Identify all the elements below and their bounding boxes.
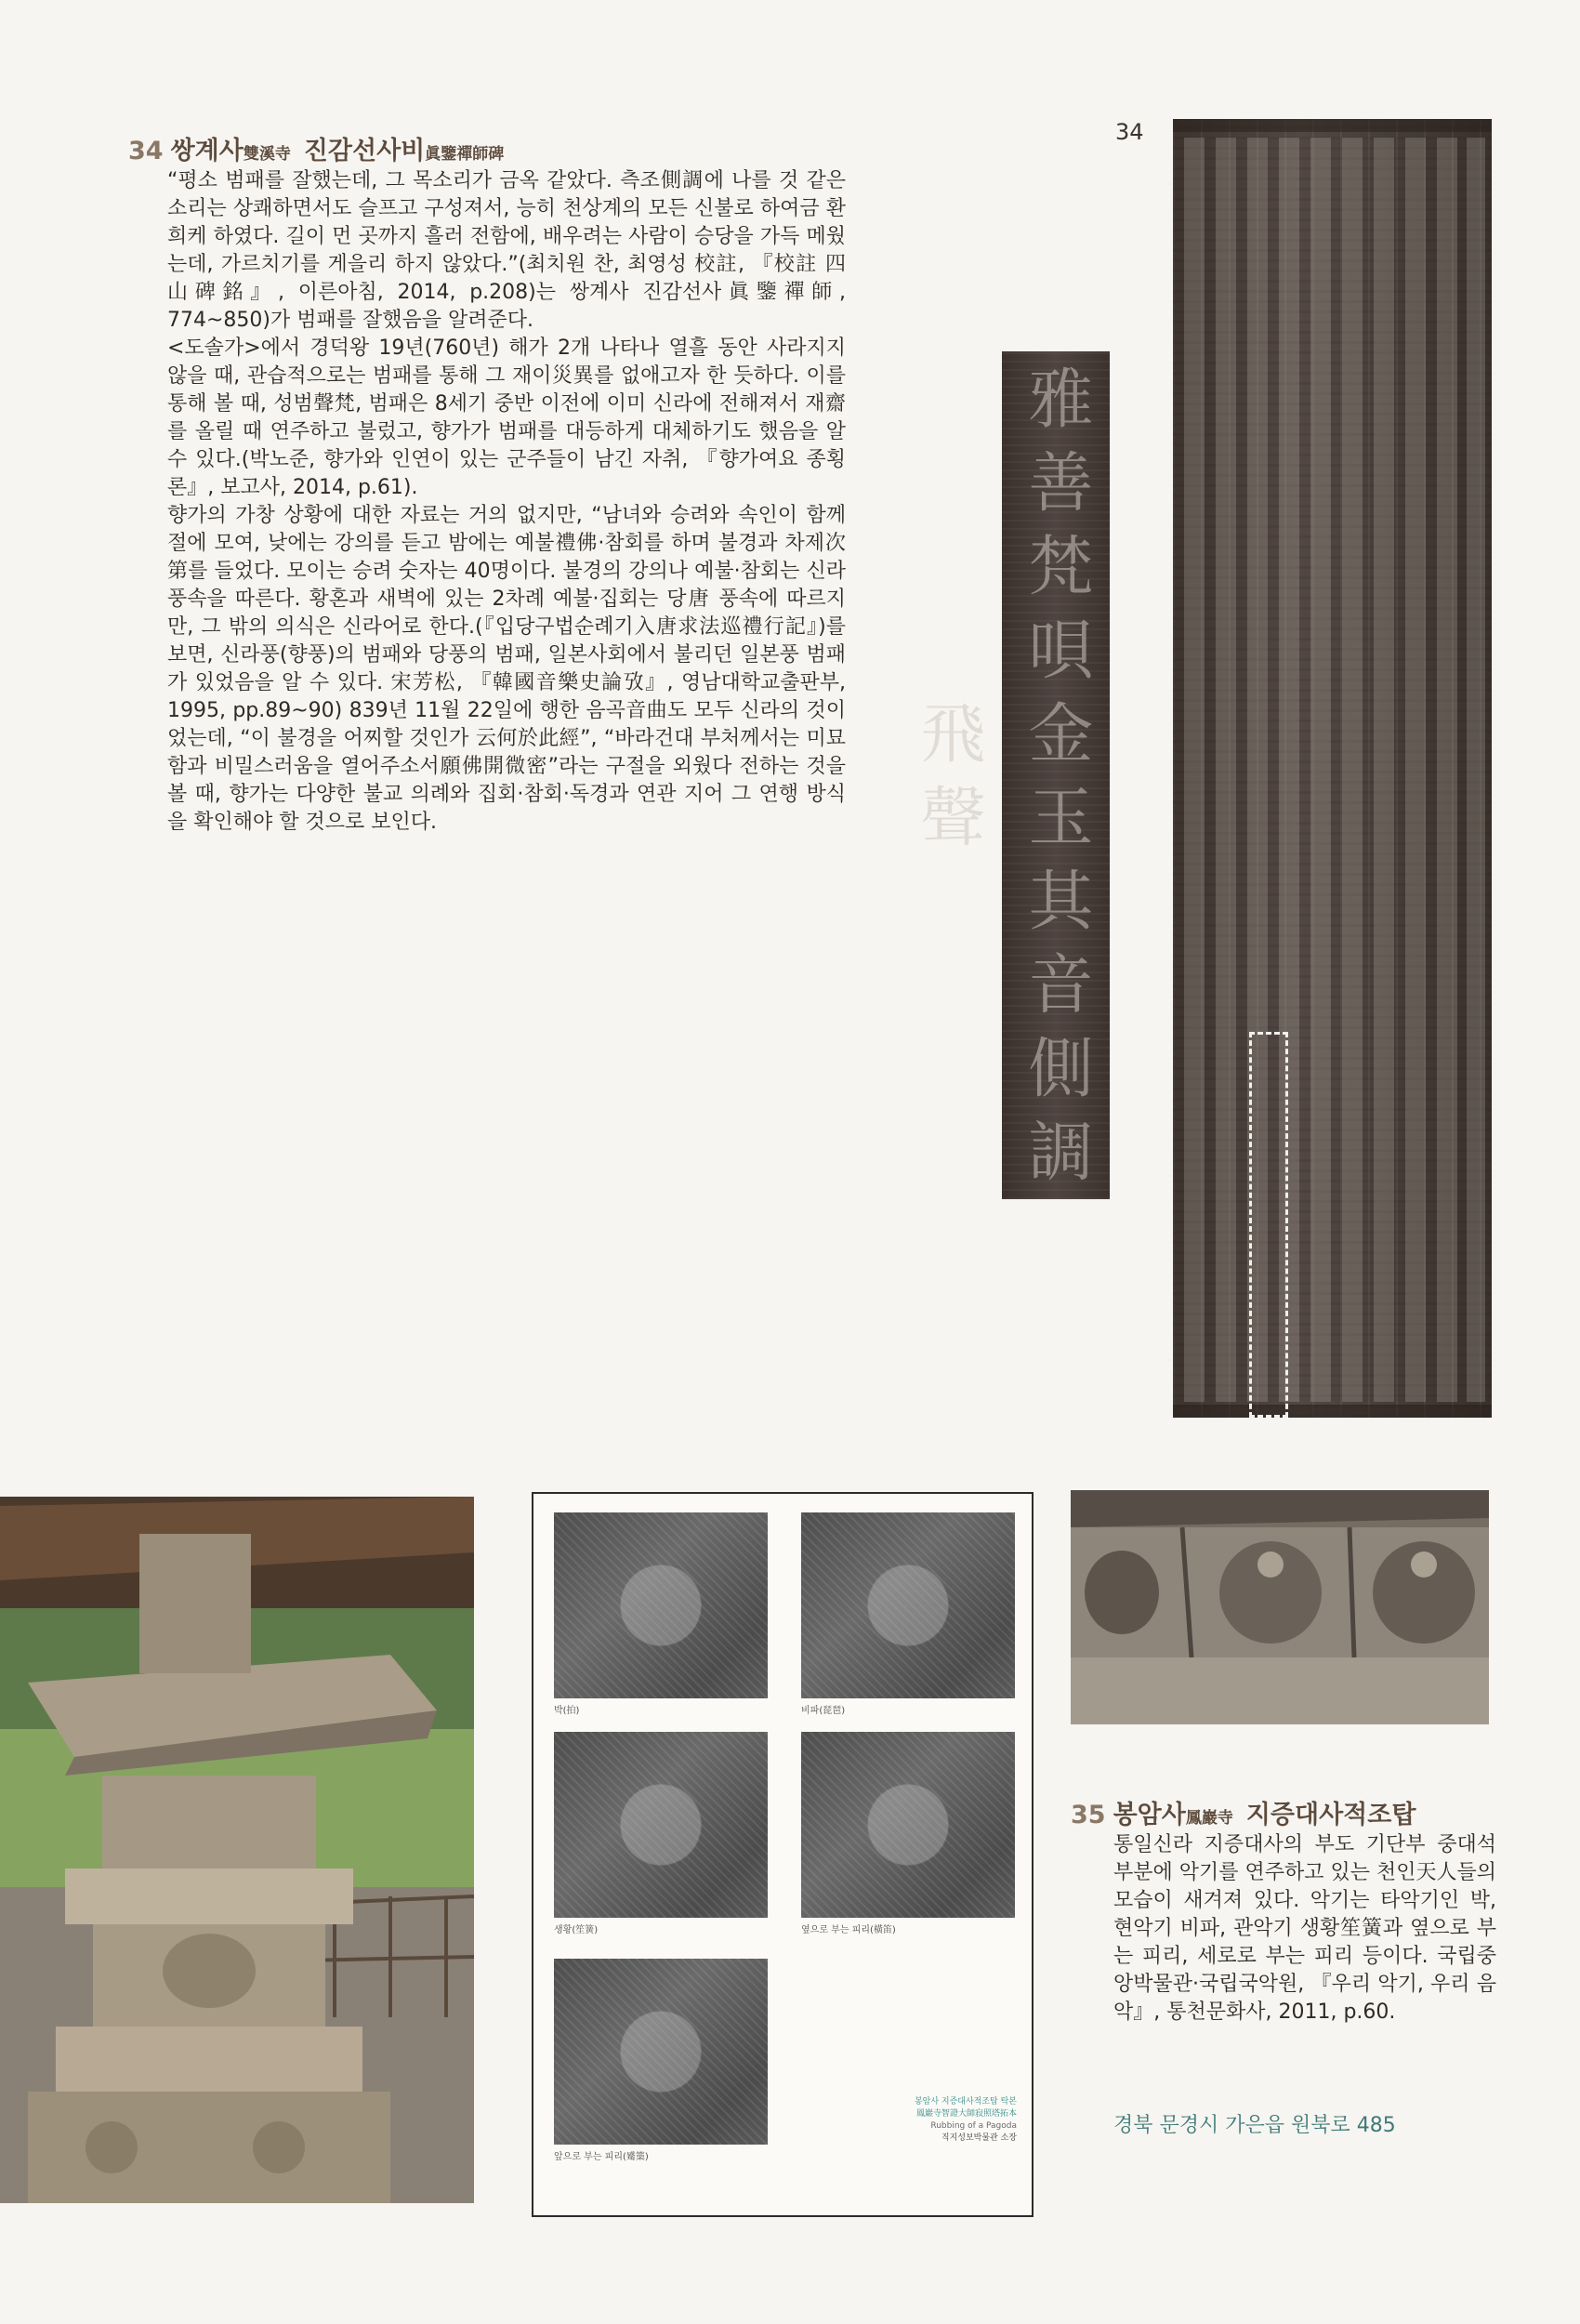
section-34-body bbox=[167, 167, 846, 837]
paragraph: <도솔가>에서 경덕왕 19년(760년) 해가 2개 나타나 열흘 동안 사라지지 않을 때, 관습적으로는 범패를 통해 그 재이災異를 없애고자 한 듯하다. 이를 통해 볼 때, 성범聲梵, 범패은 8세기 중반 이전에 이미 신라에 전해져서 재齋를 올릴 때 연주하고 불렀고, 향가가 범패를 대등하게 대체하기도 했음을 알 수 있다.(박노준, 향가와 인연이 있는 군주들이 남긴 자취, 『향가여요 종횡론』, 보고사, 2014, p.61). bbox=[167, 337, 846, 499]
stele-detail-photo bbox=[910, 351, 1110, 1201]
section-35-heading bbox=[1071, 1794, 1415, 1830]
rubbing-panel-piri bbox=[554, 1959, 768, 2145]
plate-caption-hanja: 鳳巖寺智證大師寂照塔拓本 bbox=[915, 2109, 1017, 2119]
section-35-body bbox=[1113, 1831, 1496, 2027]
monument-name: 진감선사비 bbox=[303, 137, 426, 165]
detail-highlight-box bbox=[1249, 1032, 1288, 1418]
paragraph: “평소 범패를 잘했는데, 그 목소리가 금옥 같았다. 측조側調에 나를 것 같은 소리는 상쾌하면서도 슬프고 구성져서, 능히 천상계의 모든 신불로 하여금 환희케 하였다. 길이 먼 곳까지 흘러 전함에, 배우려는 사람이 승당을 가득 메웠는데, 가르치기를 게을리 하지 않았다.”(최치원 찬, 최영성 校註, 『校註 四山碑銘』, 이른아침, 2014, p.208)는 쌍계사 진감선사眞鑒禪師, 774~850)가 범패를 잘했음을 알려준다. bbox=[167, 169, 846, 332]
plate-caption-english: Rubbing of a Pagoda bbox=[930, 2121, 1017, 2131]
rubbing-panel-daegeum bbox=[801, 1732, 1015, 1918]
section-number: 34 bbox=[128, 137, 164, 165]
rubbing-panel-saenghwang bbox=[554, 1732, 768, 1918]
plate-caption bbox=[915, 2096, 1017, 2145]
rubbing-panel-bipa bbox=[801, 1512, 1015, 1698]
rubbing-label: 옆으로 부는 피리(橫笛) bbox=[801, 1925, 896, 1935]
paragraph: 통일신라 지증대사의 부도 기단부 중대석 부분에 악기를 연주하고 있는 천인天人들의 모습이 새겨져 있다. 악기는 타악기인 박, 현악기 비파, 관악기 생황笙簧과 옆으로 부는 피리, 세로로 부는 피리 등이다. 국립중앙박물관·국립국악원, 『우리 악기, 우리 음악』, 통천문화사, 2011, p.60. bbox=[1113, 1833, 1497, 2024]
pagoda-base-illustration bbox=[1071, 1490, 1489, 1724]
pagoda-photo bbox=[0, 1497, 474, 2203]
rubbing-panel-bak bbox=[554, 1512, 768, 1698]
temple-name: 봉암사 bbox=[1113, 1801, 1186, 1829]
plate-caption-owner: 직지성보박물관 소장 bbox=[941, 2133, 1017, 2143]
temple-address: 경북 문경시 가은읍 원북로 485 bbox=[1113, 2114, 1396, 2137]
figure-number: 34 bbox=[1115, 119, 1144, 145]
monument-name: 지증대사적조탑 bbox=[1245, 1801, 1416, 1829]
pagoda-base-photo bbox=[1071, 1490, 1489, 1724]
temple-name-hanja: 鳳巖寺 bbox=[1185, 1809, 1233, 1828]
rubbing-label: 앞으로 부는 피리(觱篥) bbox=[554, 2152, 649, 2162]
rubbing-label: 생황(笙簧) bbox=[554, 1925, 599, 1935]
stele-text-texture bbox=[1173, 119, 1492, 1418]
rubbing-label: 박(拍) bbox=[554, 1706, 580, 1716]
temple-name: 쌍계사 bbox=[170, 137, 244, 165]
temple-name-hanja: 雙溪寺 bbox=[243, 145, 291, 164]
plate-caption-title: 봉암사 지증대사적조탑 탁본 bbox=[914, 2097, 1017, 2106]
stele-rubbing-photo bbox=[1173, 119, 1492, 1418]
section-34-heading bbox=[128, 130, 504, 166]
rubbing-label: 비파(琵琶) bbox=[801, 1706, 846, 1716]
rubbing-plate bbox=[532, 1492, 1034, 2217]
monument-name-hanja: 眞鑒禪師碑 bbox=[425, 145, 505, 164]
paragraph: 향가의 가창 상황에 대한 자료는 거의 없지만, “남녀와 승려와 속인이 함께 절에 모여, 낮에는 강의를 듣고 밤에는 예불禮佛·참회를 하며 불경과 차제次第를 들었다. 모이는 승려 숫자는 40명이다. 불경의 강의나 예불·참회는 신라 풍속을 따른다. 황혼과 새벽에 있는 2차례 예불·집회는 당唐 풍속에 따르지만, 그 밖의 의식은 신라어로 한다.(『입당구법순례기入唐求法巡禮行記』)를 보면, 신라풍(향풍)의 범패와 당풍의 범패, 일본사회에서 불리던 일본풍 범패가 있었음을 알 수 있다. 宋芳松, 『韓國音樂史論攷』, 영남대학교출판부, 1995, pp.89~90) 839년 11월 22일에 행한 음곡音曲도 모두 신라의 것이었는데, “이 불경을 어찌할 것인가 云何於此經”, “바라건대 부처께서는 미묘함과 비밀스러움을 열어주소서願佛開微密”라는 구절을 외웠다 전하는 것을 볼 때, 향가는 다양한 불교 의례와 집회·참회·독경과 연관 지어 그 연행 방식을 확인해야 할 것으로 보인다. bbox=[167, 504, 846, 834]
section-number: 35 bbox=[1071, 1801, 1106, 1829]
pagoda-illustration bbox=[0, 1497, 474, 2203]
detail-inscription: 雅善梵唄金玉其音側調飛聲 bbox=[910, 364, 1094, 1201]
